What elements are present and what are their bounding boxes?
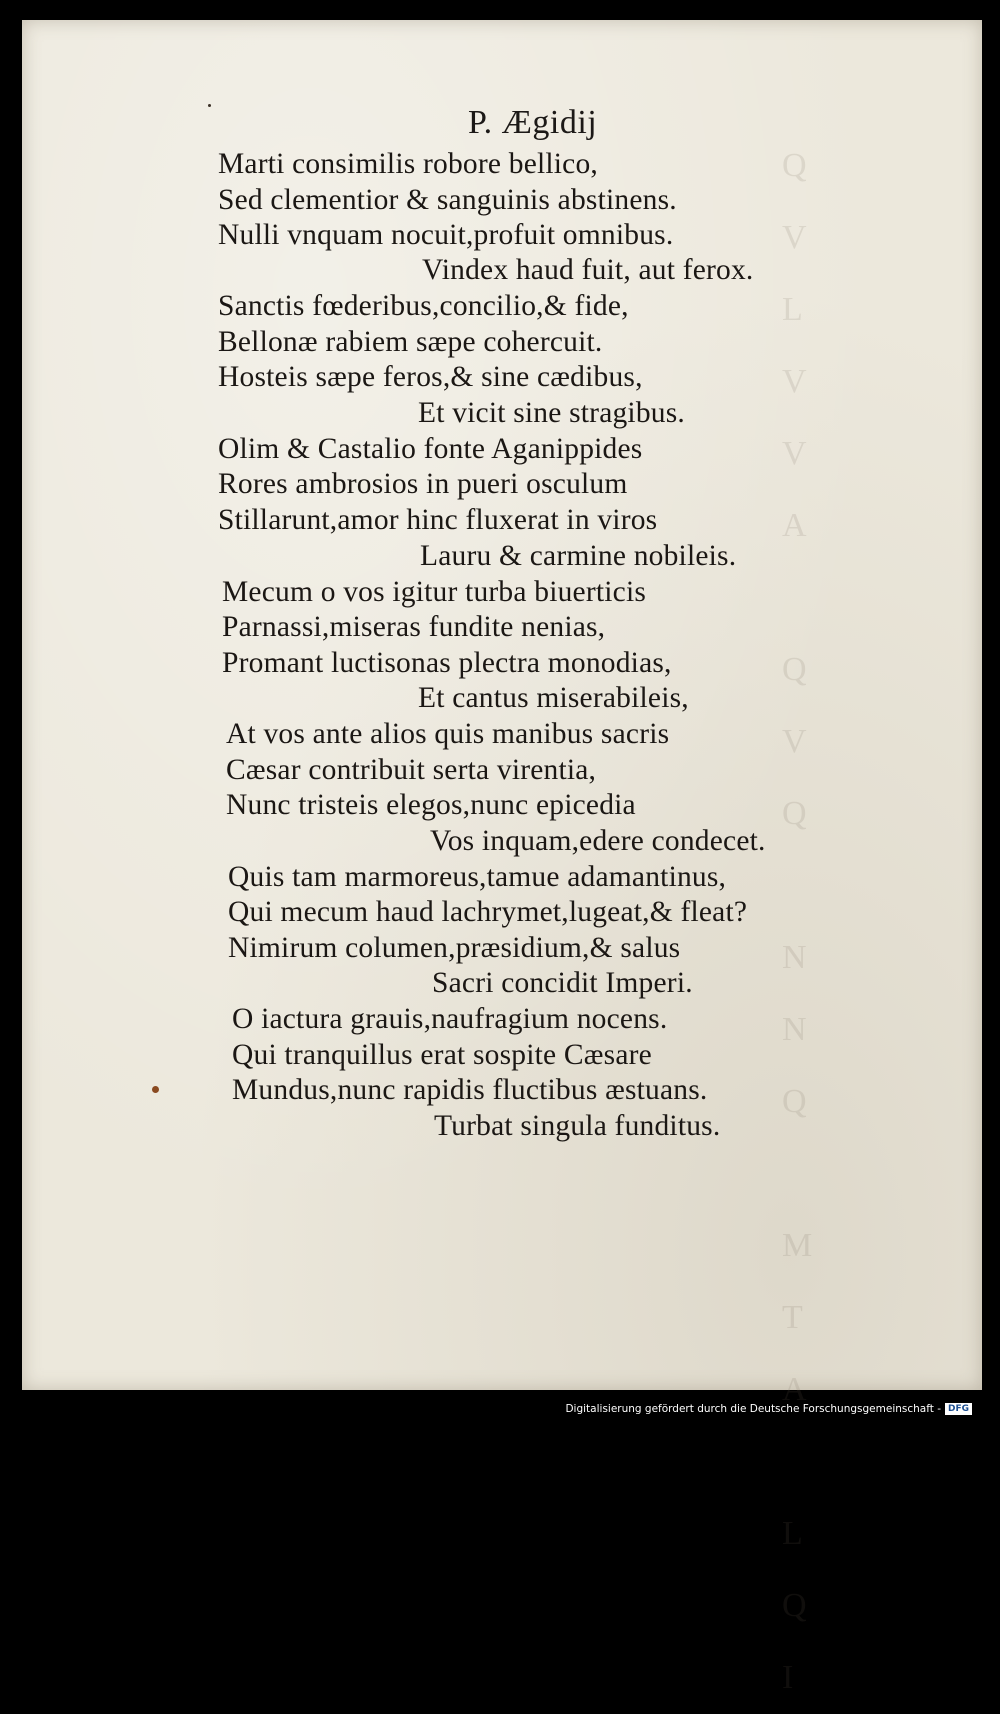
verse-line-indented: Sacri concidit Imperi. [432,967,693,999]
verse-line-indented: Vos inquam,edere condecet. [430,825,766,857]
verse-line-indented: Turbat singula funditus. [434,1110,721,1142]
verse-line: Promant luctisonas plectra monodias, [222,647,672,679]
verse-line: Stillarunt,amor hinc fluxerat in viros [218,504,658,536]
verse-line: Qui tranquillus erat sospite Cæsare [232,1039,652,1071]
verse-line-indented: Et vicit sine stragibus. [418,397,685,429]
verse-line: Qui mecum haud lachrymet,lugeat,& fleat? [228,896,748,928]
digitization-credit [565,1403,972,1415]
verse-line: Bellonæ rabiem sæpe cohercuit. [218,326,603,358]
verse-line: Parnassi,miseras fundite nenias, [222,611,606,643]
verse-line-indented: Vindex haud fuit, aut ferox. [422,254,754,286]
verse-line: At vos ante alios quis manibus sacris [226,718,670,750]
verse-line: Mecum o vos igitur turba biuerticis [222,576,647,608]
verse-line: Olim & Castalio fonte Aganippides [218,433,643,465]
running-head: P. Ægidij [468,104,598,141]
credit-text: Digitalisierung gefördert durch die Deutsche Forschungsgemeinschaft - [565,1403,941,1415]
verse-line: Sed clementior & sanguinis abstinens. [218,184,677,216]
verse-line: Nimirum columen,præsidium,& salus [228,932,681,964]
verse-line-indented: Lauru & carmine nobileis. [420,540,737,572]
verse-line-indented: Et cantus miserabileis, [418,682,689,714]
verse-line: Nulli vnquam nocuit,profuit omnibus. [218,219,674,251]
dfg-logo: DFG [945,1403,972,1415]
verse-line: O iactura grauis,naufragium nocens. [232,1003,668,1035]
verse-line: Nunc tristeis elegos,nunc epicedia [226,789,636,821]
verse-line: Mundus,nunc rapidis fluctibus æstuans. [232,1074,708,1106]
verse-line: Hosteis sæpe feros,& sine cædibus, [218,361,643,393]
verse-line: Cæsar contribuit serta virentia, [226,754,597,786]
verse-line: Quis tam marmoreus,tamue adamantinus, [228,861,727,893]
verse-line: Sanctis fœderibus,concilio,& fide, [218,290,629,322]
ink-spot [152,1086,159,1093]
verse-line: Marti consimilis robore bellico, [218,148,598,180]
verse-line: Rores ambrosios in pueri osculum [218,468,628,500]
reverse-side-show-through: Q V L V V A Q V Q N N Q M T A L Q I [782,147,813,1696]
ink-spot [208,104,211,107]
